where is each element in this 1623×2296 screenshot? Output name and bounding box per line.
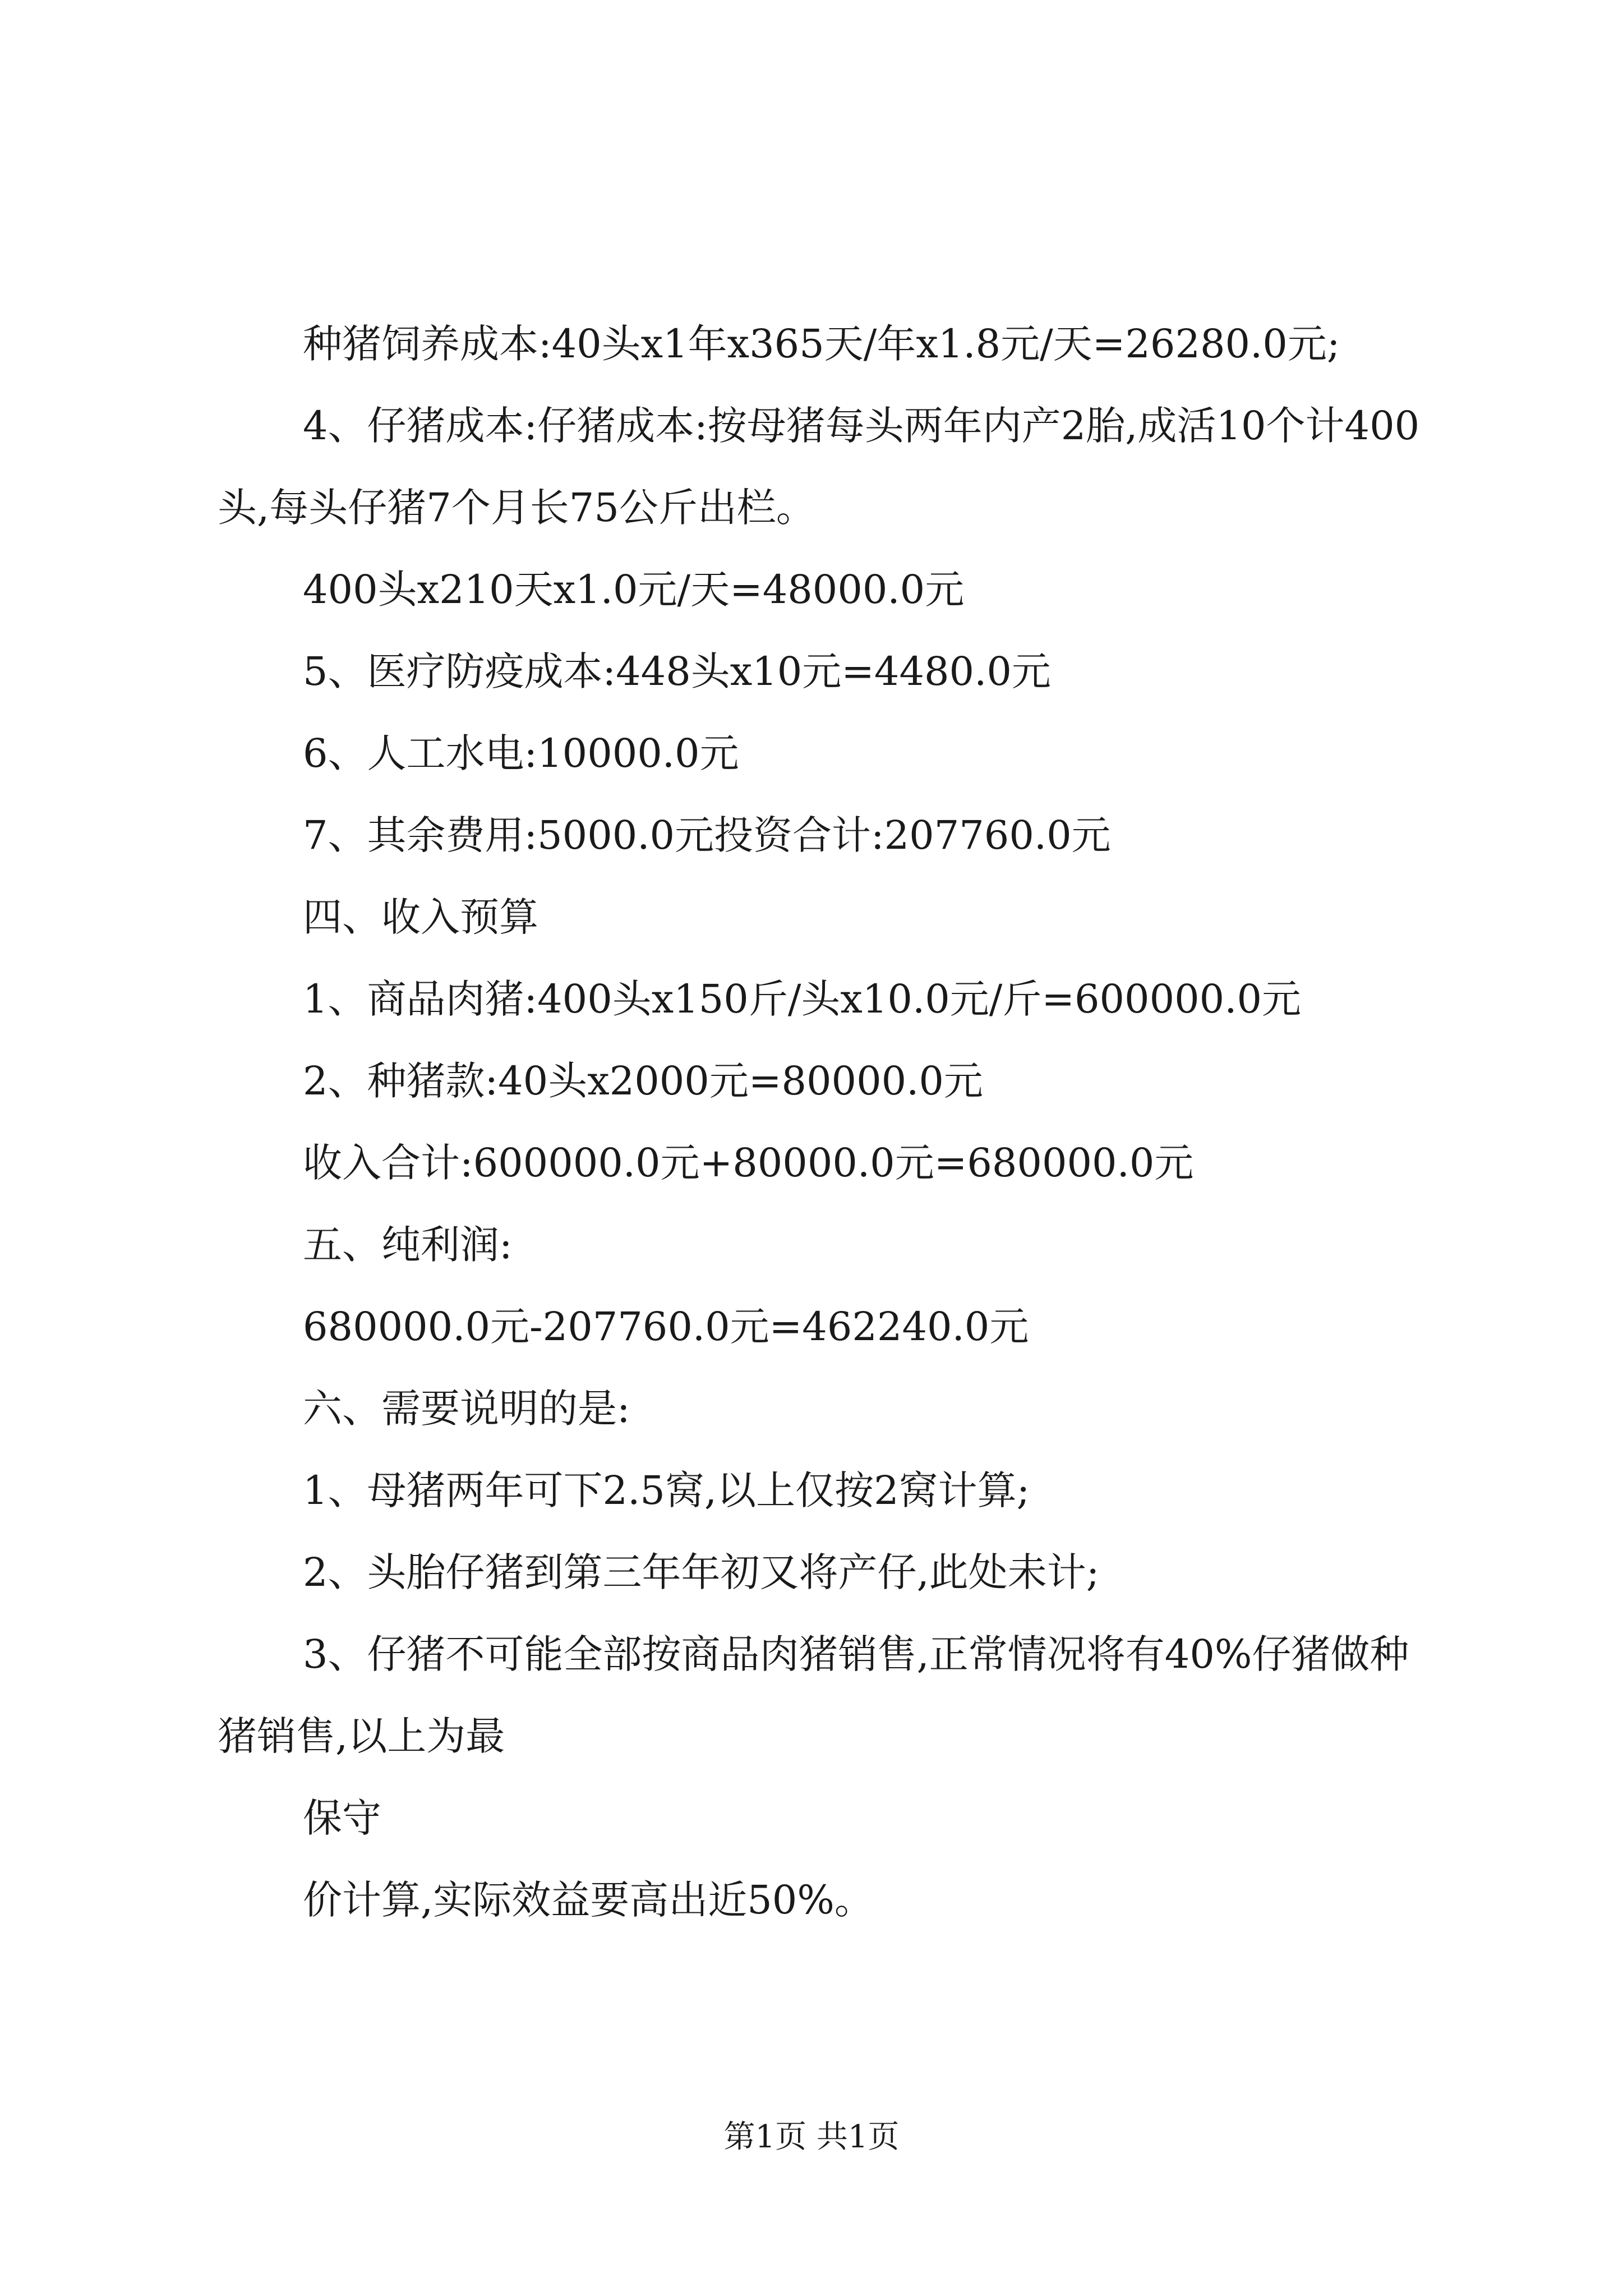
paragraph-breeding-pig-cost: 种猪饲养成本:40头x1年x365天/年x1.8元/天=26280.0元; (303, 321, 1340, 367)
line-net-profit-calc: 680000.0元-207760.0元=462240.0元 (303, 1304, 1029, 1350)
line-medical-cost: 5、医疗防疫成本:448头x10元=4480.0元 (303, 648, 1051, 694)
heading-net-profit: 五、纯利润: (303, 1222, 513, 1268)
paragraph-piglet-cost: 4、仔猪成本:仔猪成本:按母猪每头两年内产2胎,成活10个计400头,每头仔猪7个月长75公斤出栏。 (218, 403, 1420, 531)
line-note-1: 1、母猪两年可下2.5窝,以上仅按2窝计算; (303, 1467, 1030, 1513)
document-body (218, 303, 1435, 1941)
line-labor-utilities: 6、人工水电:10000.0元 (303, 730, 739, 776)
line-price-calc: 价计算,实际效益要高出近50%。 (303, 1877, 874, 1923)
paragraph-note-3: 3、仔猪不可能全部按商品肉猪销售,正常情况将有40%仔猪做种猪销售,以上为最 (218, 1631, 1409, 1759)
line-breeding-pig-income: 2、种猪款:40头x2000元=80000.0元 (303, 1058, 983, 1104)
heading-income-budget: 四、收入预算 (303, 894, 538, 940)
line-commercial-pig-income: 1、商品肉猪:400头x150斤/头x10.0元/斤=600000.0元 (303, 976, 1301, 1022)
line-conservative: 保守 (303, 1795, 381, 1841)
line-note-2: 2、头胎仔猪到第三年年初又将产仔,此处未计; (303, 1549, 1100, 1595)
line-income-total: 收入合计:600000.0元+80000.0元=680000.0元 (303, 1140, 1194, 1186)
line-other-costs-total: 7、其余费用:5000.0元投资合计:207760.0元 (303, 812, 1111, 858)
page-footer: 第1页 共1页 (723, 2119, 900, 2155)
line-piglet-feed-calc: 400头x210天x1.0元/天=48000.0元 (303, 567, 965, 613)
heading-notes: 六、需要说明的是: (303, 1386, 630, 1432)
